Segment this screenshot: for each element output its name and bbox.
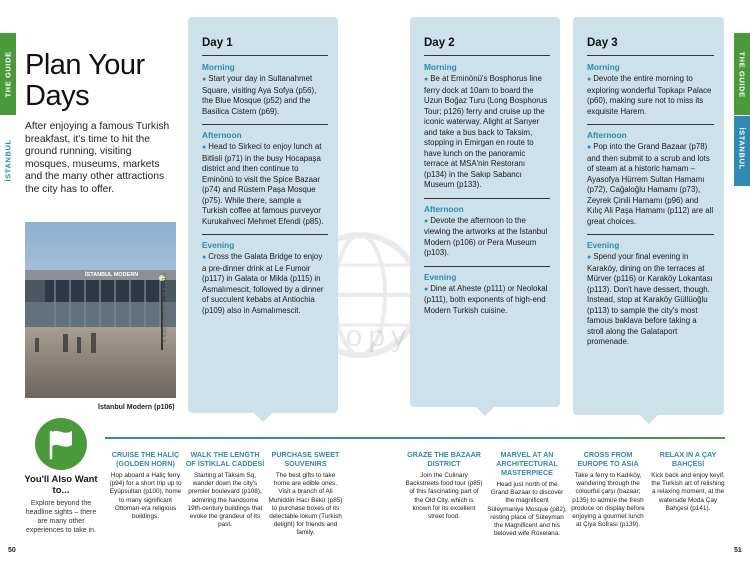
day-3-evening-text: ● Spend your final evening in Karaköy, dining on the terraces at Mürver (p116) or Karaköy Lokantası (p113). Don't have dessert, though. Instead, stop at Karaköy Güllüoğlu (p113) to sample the city's most famous baklava before taking a stroll along the Galataport promenade.	[587, 252, 713, 346]
also-item-title: RELAX IN A ÇAY BAHÇESİ	[659, 450, 717, 468]
day-1-afternoon-heading: Afternoon	[202, 124, 328, 140]
also-item-text: Hop aboard a Haliç ferry (p94) for a short trip up to Eyüpsultan (p100), home to many significant Ottoman-era religious buildings.	[109, 472, 182, 521]
also-item-text: Join the Culinary Backstreets food tour (p85) of this fascinating part of the Old City, which is known for its excellent street food.	[405, 472, 483, 521]
also-item-text: Head just north of the Grand Bazaar to discover the magnificent Süleymaniye Mosque (p82), resting place of Süleyman the Magnificent and his beloved wife Roxelana.	[487, 481, 567, 538]
also-item-bazaar-district	[405, 450, 483, 521]
day-2-evening-heading: Evening	[424, 266, 550, 282]
day-2-panel	[410, 17, 560, 407]
day-2-afternoon-text: ● Devote the afternoon to the viewing the artworks at the İstanbul Modern (p106) or Pera Museum (p103).	[424, 215, 548, 257]
also-item-cay-bahcesi	[650, 450, 726, 513]
day-3-morning-heading: Morning	[587, 62, 620, 72]
day-3-morning-text: ● Devote the entire morning to exploring wonderful Topkapı Palace (p60), making sure not to miss its exquisite Harem.	[587, 74, 712, 116]
timeline-line	[105, 437, 725, 439]
also-item-title: CRUISE THE HALİÇ (GOLDEN HORN)	[111, 450, 180, 468]
also-item-europe-asia	[570, 450, 646, 529]
also-want-heading: You'll Also Want to...	[24, 474, 98, 496]
intro-text: After enjoying a famous Turkish breakfast, it's time to hit the ground running, visiting mosques, museums, markets and the many other attractions the city has to offer.	[25, 121, 170, 195]
also-item-text: The best gifts to take home are edible ones. Visit a branch of Ali Muhiddin Hacı Bekir (p85) to purchase boxes of its delectable lokum (Turkish delight) for friends and family.	[268, 472, 343, 537]
istanbul-modern-photo	[25, 222, 176, 398]
bullet-icon: ●	[587, 254, 592, 261]
day-2-morning-text: ● Be at Eminönü's Bosphorus line ferry dock at 10am to board the Uzun Boğaz Turu (Long Bosphorus Tour; p126) ferry and cruise up the iconic waterway. Alight at Sarıyer and take a bus back to Taksim, stopping in Emirgan en route to have lunch on the panoramic terrace at MSA'nin Restoranı (p134) in the Sakıp Sabancı Museum (p133).	[424, 74, 548, 189]
also-item-title: PURCHASE SWEET SOUVENIRS	[271, 450, 340, 468]
also-item-text: Take a ferry to Kadıköy, wandering through the colourful çarşı (bazaar; p135) to admire the fresh produce on display before enjoying a gourmet lunch at Çiya Sofrası (p139).	[571, 472, 645, 529]
watermark-text: Copy	[318, 320, 413, 353]
photo-caption: İstanbul Modern (p106)	[98, 404, 175, 411]
side-tab-guide-right-label: THE GUIDE	[737, 51, 747, 98]
also-want-text: Explore beyond the headline sights – there are many other experiences to take in.	[25, 500, 97, 534]
day-3-panel	[573, 17, 724, 415]
also-item-masterpiece	[487, 450, 567, 538]
page-number-right: 51	[734, 547, 742, 554]
also-item-souvenirs	[268, 450, 343, 538]
day-3-afternoon-text: ● Pop into the Grand Bazaar (p78) and then submit to a scrub and lots of steam at a historic hamam – Ayasofya Hürrem Sultan Hamamı (p72), Cağaloğlu Hamamı (p73), Zeyrek Çinili Hamamı (p96) and Kılıç Ali Paşa Hamamı (p112) are all great choices.	[587, 142, 714, 226]
also-item-text: Kick back and enjoy keyif, the Turkish art of relishing a relaxing moment, at the waterside Moda Çay Bahçesi (p141).	[651, 472, 725, 512]
also-item-istiklal	[185, 450, 265, 529]
flag-badge	[35, 418, 87, 470]
day-1-morning-text: ● Start your day in Sultanahmet Square, visiting Aya Sofya (p56), the Blue Mosque (p52) and the Basilica Cistern (p69).	[202, 74, 317, 116]
also-item-title: WALK THE LENGTH OF İSTİKLAL CADDESİ	[185, 450, 265, 468]
side-tab-city-right-label: İSTANBUL	[737, 127, 747, 170]
day-1-panel	[188, 17, 338, 413]
also-item-text: Starting at Taksim Sq, wander down the city's premier boulevard (p108), admiring the handsome 19th-century buildings that evoke the grandeur of its past.	[187, 472, 263, 529]
day-3-evening-heading: Evening	[587, 234, 714, 250]
bullet-icon: ●	[202, 254, 207, 261]
day-2-afternoon-heading: Afternoon	[424, 198, 550, 214]
bullet-icon: ●	[424, 217, 429, 225]
side-tab-guide-left-label: THE GUIDE	[3, 51, 13, 98]
page-title: Plan Your Days	[25, 49, 145, 112]
bullet-icon: ●	[587, 76, 592, 83]
photo-credit: © DOULBLY/SHUTTERSTOCK	[160, 272, 167, 344]
day-1-afternoon-text: ● Head to Sirkeci to enjoy lunch at Bitlisli (p71) in the busy Hocapaşa district and then continue to Eminönü to visit the Spice Bazaar (p74) and Rüstem Paşa Mosque (p75). While there, sample a Turkish coffee at famous purveyor Kurukahveci Mehmet Efendi (p85).	[202, 142, 324, 226]
day-2-evening-text: ● Dine at Aheste (p111) or Neolokal (p111), both exponents of high-end Modern Turkish cuisine.	[424, 283, 548, 315]
photo-sign: İSTANBUL MODERN	[85, 272, 139, 278]
also-item-title: CROSS FROM EUROPE TO ASIA	[577, 450, 639, 468]
day-1-evening-heading: Evening	[202, 234, 328, 250]
day-1-morning-heading: Morning	[202, 62, 235, 72]
bullet-icon: ●	[587, 144, 592, 151]
day-3-title: Day 3	[587, 37, 714, 56]
photo-illustration	[25, 222, 176, 398]
day-2-morning-heading: Morning	[424, 62, 457, 72]
day-1-evening-text: ● Cross the Galata Bridge to enjoy a pre-dinner drink at Le Fumoir (p117) in Galata or Mikla (p115) in Asmalımescit, followed by a dinner of succulent kebabs at Antiochia (p109) also in Asmalımescit.	[202, 252, 324, 315]
bullet-icon: ●	[202, 76, 207, 83]
also-item-title: MARVEL AT AN ARCHITECTURAL MASTERPIECE	[496, 450, 558, 477]
page-number-left: 50	[8, 547, 16, 554]
day-2-title: Day 2	[424, 37, 550, 56]
bullet-icon: ●	[202, 144, 207, 151]
bullet-icon: ●	[424, 76, 429, 83]
flag-icon	[35, 418, 87, 470]
also-item-golden-horn	[108, 450, 183, 521]
day-1-title: Day 1	[202, 37, 328, 56]
day-3-afternoon-heading: Afternoon	[587, 124, 714, 140]
bullet-icon: ●	[424, 285, 429, 293]
also-item-title: GRAZE THE BAZAAR DISTRICT	[407, 450, 481, 468]
side-tab-city-left-label: İSTANBUL	[3, 139, 13, 182]
